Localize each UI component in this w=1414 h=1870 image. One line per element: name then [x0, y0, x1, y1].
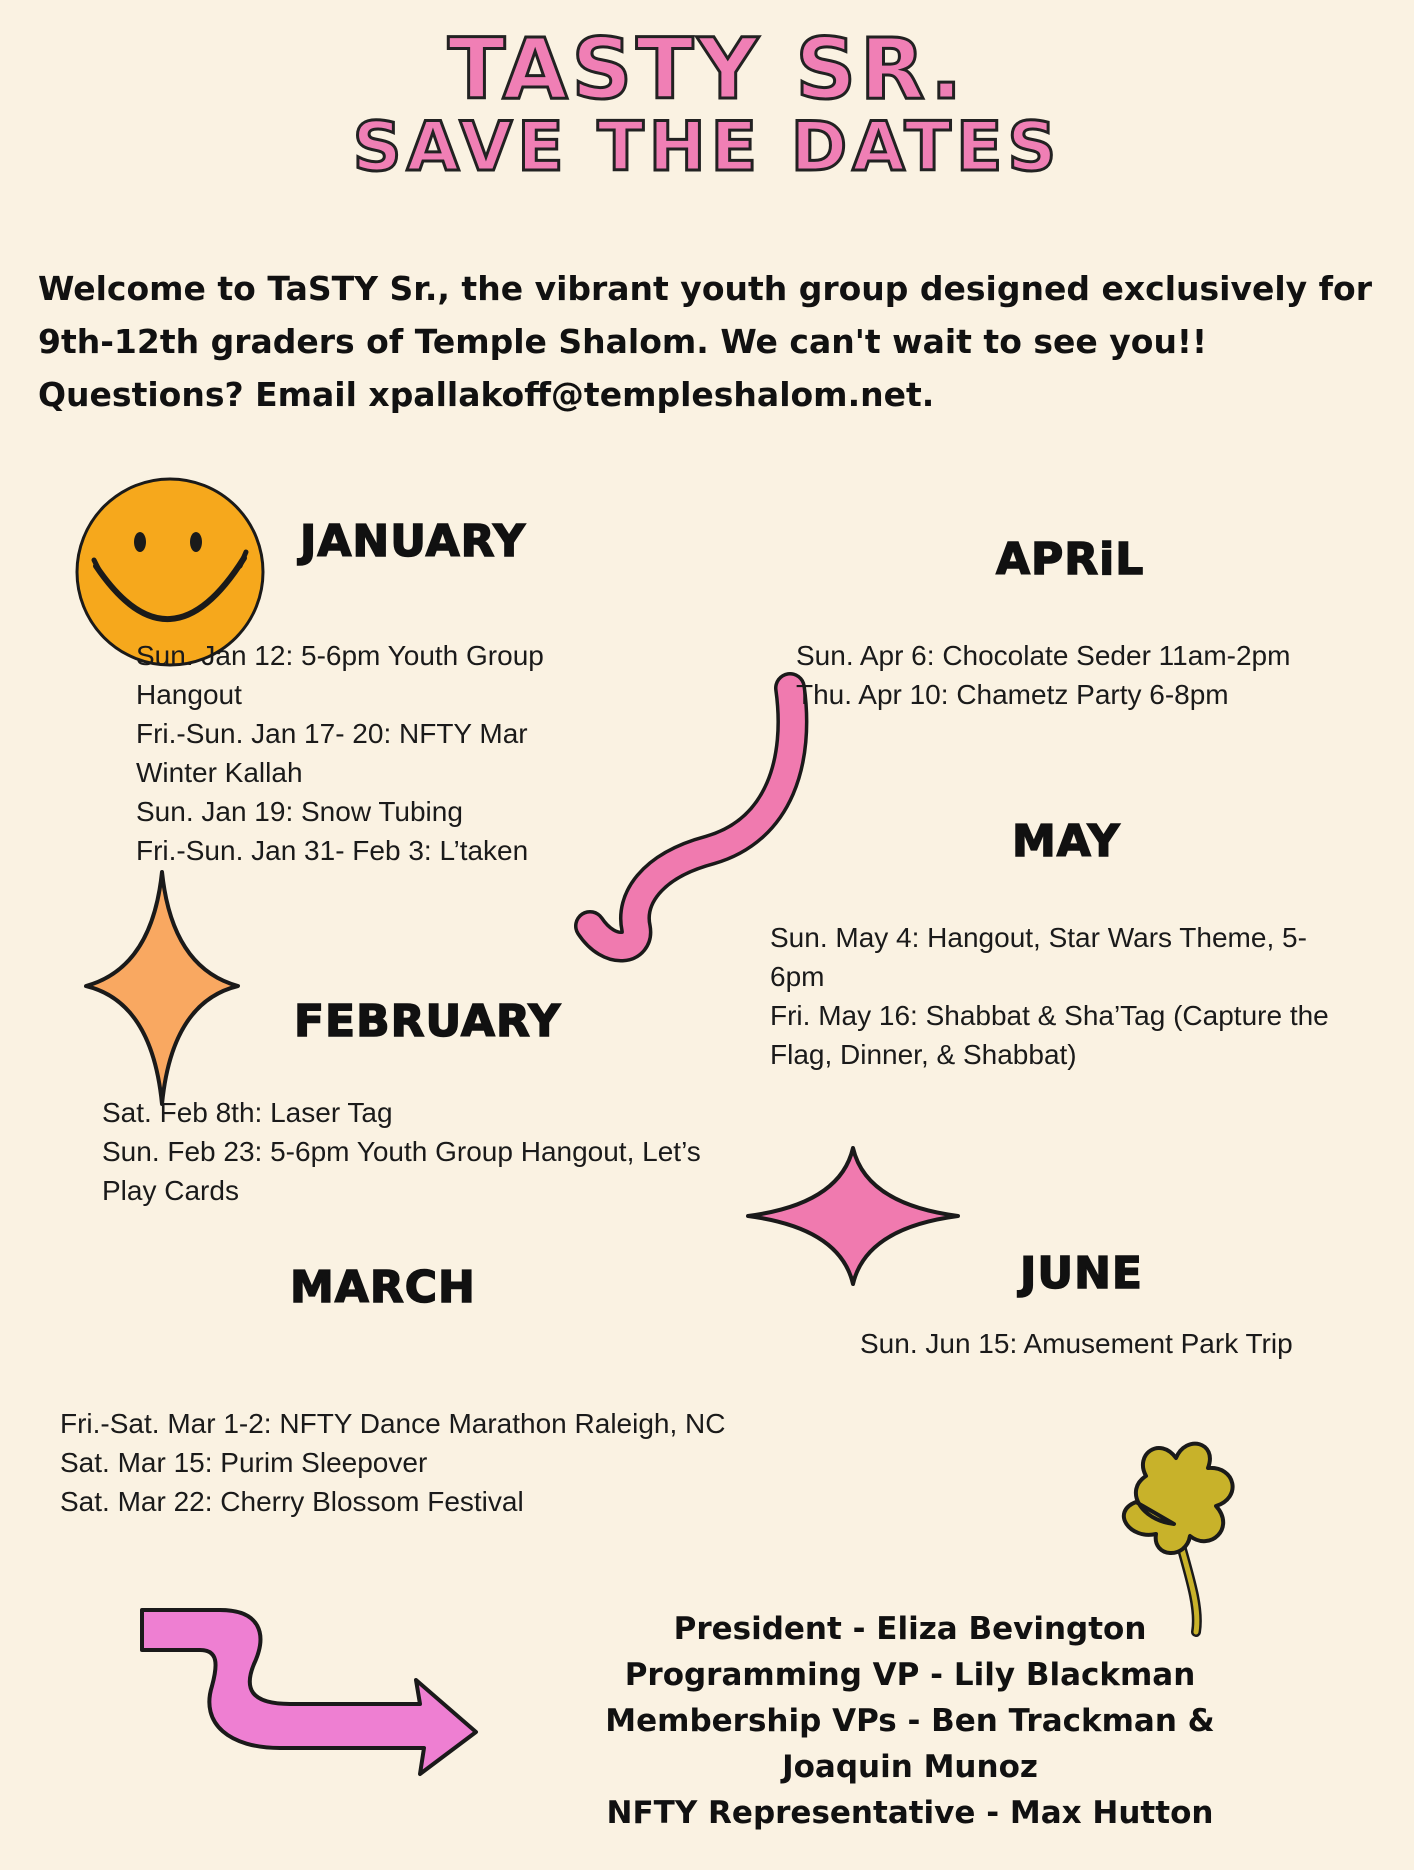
event-item: Sun. Jan 12: 5-6pm Youth Group Hangout: [136, 640, 544, 710]
officer-line: Programming VP - Lily Blackman: [624, 1657, 1196, 1693]
wavy-arrow-icon: [140, 1604, 480, 1804]
event-list-april: [796, 636, 1356, 714]
event-item: Sun. Feb 23: 5-6pm Youth Group Hangout, Let’s Play Cards: [102, 1136, 701, 1206]
officer-line: NFTY Representative - Max Hutton: [606, 1795, 1214, 1831]
intro-line: 9th-12th graders of Temple Shalom. We can't wait to see you!!: [38, 322, 1208, 361]
page-subtitle: SAVE THE DATES: [352, 108, 1062, 187]
month-heading-may: MAY: [1012, 816, 1121, 867]
event-item: Sun. Jun 15: Amusement Park Trip: [860, 1328, 1293, 1359]
event-item: Thu. Apr 10: Chametz Party 6-8pm: [796, 679, 1229, 710]
month-heading-january: JANUARY: [300, 516, 527, 567]
event-item: Sat. Mar 15: Purim Sleepover: [60, 1447, 428, 1478]
page-title: TASTY SR.: [447, 20, 967, 118]
event-list-may: [770, 918, 1350, 1074]
officer-line: Membership VPs - Ben Trackman &: [605, 1703, 1215, 1739]
event-list-february: [102, 1093, 702, 1210]
event-item: Fri.-Sat. Mar 1-2: NFTY Dance Marathon Raleigh, NC: [60, 1408, 726, 1439]
month-heading-april: APRiL: [996, 534, 1145, 585]
event-item: Sun. May 4: Hangout, Star Wars Theme, 5-6pm: [770, 922, 1307, 992]
event-item: Sun. Jan 19: Snow Tubing: [136, 796, 463, 827]
event-list-january: [136, 636, 606, 870]
intro-text: [38, 262, 1388, 421]
event-list-march: [60, 1404, 780, 1521]
intro-line: Welcome to TaSTY Sr., the vibrant youth group designed exclusively for: [38, 269, 1372, 308]
event-item: Fri.-Sun. Jan 17- 20: NFTY Mar Winter Kallah: [136, 718, 528, 788]
month-heading-june: JUNE: [1020, 1248, 1143, 1299]
intro-line: Questions? Email xpallakoff@templeshalom.net.: [38, 375, 935, 414]
event-item: Sat. Feb 8th: Laser Tag: [102, 1097, 393, 1128]
four-point-star-icon: [84, 870, 240, 1106]
month-heading-february: FEBRUARY: [294, 996, 562, 1047]
event-item: Sun. Apr 6: Chocolate Seder 11am-2pm: [796, 640, 1291, 671]
officer-line: Joaquin Munoz: [782, 1749, 1038, 1785]
four-point-star-icon: [746, 1146, 960, 1286]
event-item: Fri.-Sun. Jan 31- Feb 3: L’taken: [136, 835, 529, 866]
event-item: Fri. May 16: Shabbat & Sha’Tag (Capture the Flag, Dinner, & Shabbat): [770, 1000, 1329, 1070]
event-list-june: [860, 1324, 1360, 1363]
officers-list: [590, 1606, 1230, 1836]
officer-line: President - Eliza Bevington: [673, 1611, 1147, 1647]
squiggle-worm-icon: [570, 670, 810, 960]
event-item: Sat. Mar 22: Cherry Blossom Festival: [60, 1486, 524, 1517]
month-heading-march: MARCH: [290, 1262, 476, 1313]
